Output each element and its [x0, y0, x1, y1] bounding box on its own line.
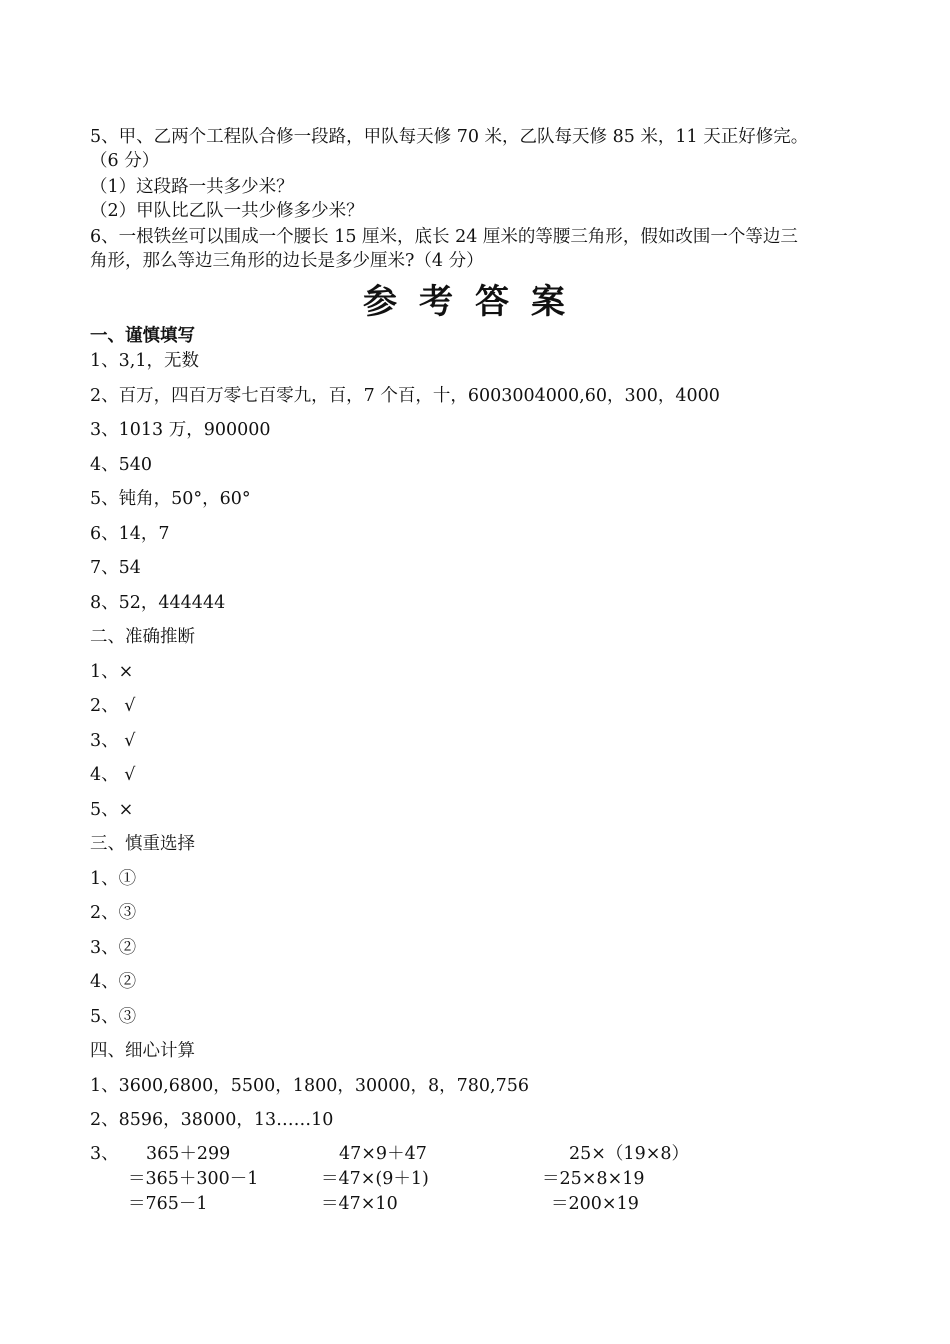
answer-item: 4、 √ [90, 765, 136, 785]
calc-step: ＝365＋300－1 [128, 1169, 259, 1189]
calc-step: ＝47×10 [321, 1194, 398, 1214]
answer-item: 4、② [90, 972, 137, 992]
answer-item: 3、 √ [90, 731, 136, 751]
question-6-text-line1: 6、一根铁丝可以围成一个腰长 15 厘米，底长 24 厘米的等腰三角形，假如改围一个等边三 [90, 227, 798, 247]
section-4-heading: 四、细心计算 [90, 1041, 195, 1061]
question-6-text-line2: 角形，那么等边三角形的边长是多少厘米?（4 分） [90, 251, 484, 271]
answer-item: 4、540 [90, 455, 153, 475]
answer-item: 2、百万，四百万零七百零九，百，7 个百，十，6003004000,60，300，4000 [90, 386, 720, 406]
calc-question-label: 3、 [90, 1144, 119, 1164]
answer-item: 5、③ [90, 1007, 137, 1027]
answer-item: 1、3,1，无数 [90, 351, 199, 371]
answer-item: 3、1013 万，900000 [90, 420, 271, 440]
answer-item: 2、③ [90, 903, 137, 923]
answer-item: 8、52，444444 [90, 593, 226, 613]
answer-item: 2、 √ [90, 696, 136, 716]
question-5-text: 5、甲、乙两个工程队合修一段路，甲队每天修 70 米，乙队每天修 85 米，11 天正好修完。 [90, 127, 809, 147]
answer-item: 5、× [90, 800, 134, 820]
calc-step: ＝47×(9＋1) [321, 1169, 429, 1189]
calc-step: 25×（19×8） [569, 1144, 689, 1164]
calc-step: ＝200×19 [551, 1194, 639, 1214]
answer-item: 2、8596，38000，13……10 [90, 1110, 334, 1130]
answer-item: 1、3600,6800，5500，1800，30000，8，780,756 [90, 1076, 530, 1096]
question-5-sub-1: （1）这段路一共多少米？ [90, 177, 294, 197]
question-5-sub-2: （2）甲队比乙队一共少修多少米？ [90, 201, 364, 221]
answer-item: 3、② [90, 938, 137, 958]
section-3-heading: 三、慎重选择 [90, 834, 195, 854]
calc-step: 47×9＋47 [339, 1144, 427, 1164]
answer-item: 6、14，7 [90, 524, 170, 544]
question-5-score: （6 分） [90, 151, 160, 171]
answer-item: 1、× [90, 662, 134, 682]
answer-item: 1、① [90, 869, 137, 889]
section-2-heading: 二、准确推断 [90, 627, 195, 647]
answer-item: 5、钝角，50°，60° [90, 489, 251, 509]
calc-step: ＝765－1 [128, 1194, 208, 1214]
calc-step: ＝25×8×19 [542, 1169, 645, 1189]
answer-item: 7、54 [90, 558, 141, 578]
section-1-heading: 一、谨慎填写 [90, 326, 195, 346]
calc-step: 365＋299 [146, 1144, 231, 1164]
answers-title: 参考答案 [363, 282, 587, 322]
